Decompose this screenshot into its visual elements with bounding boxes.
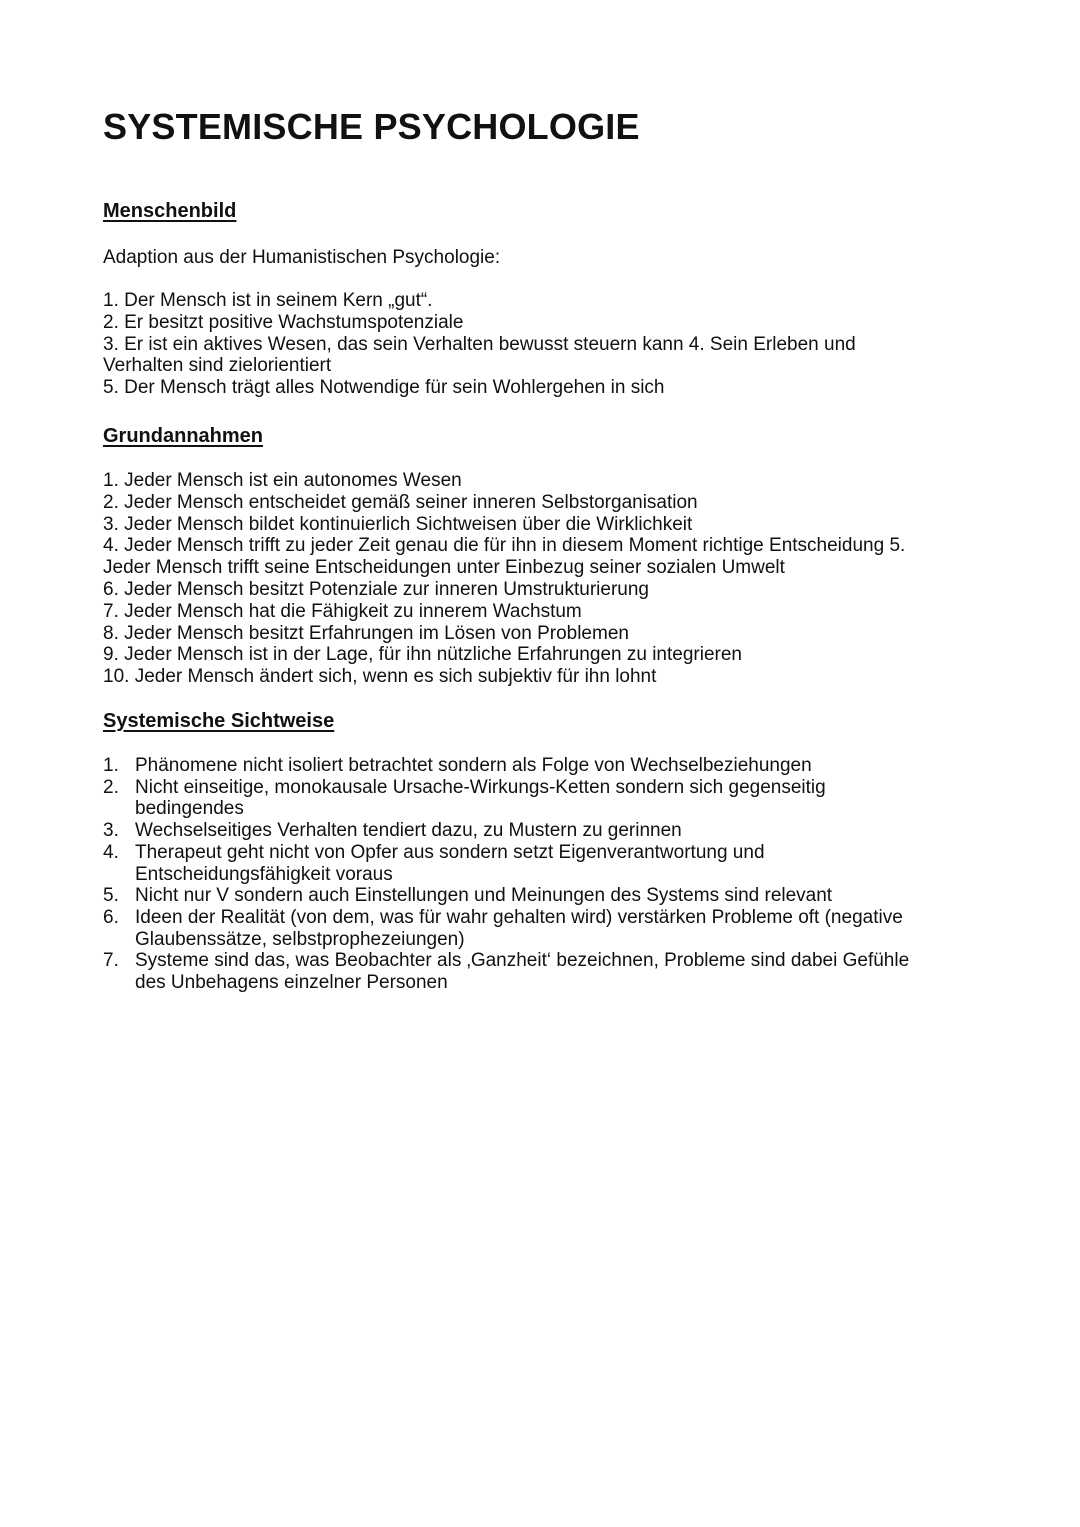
sichtweise-list [103,755,963,994]
list-line: 5. Der Mensch trägt alles Notwendige für sein Wohlergehen in sich [103,377,665,399]
list-line: 8. Jeder Mensch besitzt Erfahrungen im Lösen von Problemen [103,622,629,644]
list-line: 1. Jeder Mensch ist ein autonomes Wesen [103,470,462,491]
section-heading-grundannahmen: Grundannahmen [103,425,264,447]
list-item-line: Wechselseitiges Verhalten tendiert dazu, zu Mustern zu gerinnen [135,820,682,842]
list-item-line: Nicht nur V sondern auch Einstellungen und Meinungen des Systems sind relevant [135,885,833,907]
list-item-text [135,755,963,777]
list-item [103,755,963,777]
section-heading-menschenbild: Menschenbild [103,200,237,222]
list-item-text [135,950,963,993]
list-item-line: Ideen der Realität (von dem, was für wahr gehalten wird) verstärken Probleme oft (negative [135,906,903,928]
list-item-number: 1. [103,755,119,776]
page-title: SYSTEMISCHE PSYCHOLOGIE [103,106,640,147]
list-item [103,842,963,885]
list-item-number: 5. [103,885,119,907]
list-item-text [135,907,963,950]
list-item [103,907,963,950]
list-line: 3. Er ist ein aktives Wesen, das sein Verhalten bewusst steuern kann 4. Sein Erleben und [103,333,856,355]
section-heading-sichtweise: Systemische Sichtweise [103,710,335,732]
list-item-text [135,820,963,842]
list-item-number: 4. [103,841,119,863]
list-line: 7. Jeder Mensch hat die Fähigkeit zu innerem Wachstum [103,600,582,622]
list-item-line: des Unbehagens einzelner Personen [135,972,448,994]
list-item-line: Entscheidungsfähigkeit voraus [135,863,393,885]
list-item [103,950,963,993]
list-line: 1. Der Mensch ist in seinem Kern „gut“. [103,290,433,311]
list-item-line: Glaubenssätze, selbstprophezeiungen) [135,928,465,950]
list-item-line: bedingendes [135,798,244,820]
menschenbild-intro: Adaption aus der Humanistischen Psychologie: [103,247,501,268]
list-item [103,777,963,820]
list-line: 2. Jeder Mensch entscheidet gemäß seiner inneren Selbstorganisation [103,491,698,513]
list-item-line: Therapeut geht nicht von Opfer aus sondern setzt Eigenverantwortung und [135,841,765,863]
list-item-text [135,842,963,885]
list-item-number: 6. [103,906,119,928]
list-item-number: 2. [103,776,119,798]
list-item [103,885,963,907]
list-item-number: 3. [103,820,119,842]
list-item-line: Nicht einseitige, monokausale Ursache-Wirkungs-Ketten sondern sich gegenseitig [135,776,826,798]
list-line: 6. Jeder Mensch besitzt Potenziale zur inneren Umstrukturierung [103,578,649,600]
list-line: Verhalten sind zielorientiert [103,355,332,377]
list-item-line: Phänomene nicht isoliert betrachtet sondern als Folge von Wechselbeziehungen [135,755,812,776]
list-line: 9. Jeder Mensch ist in der Lage, für ihn nützliche Erfahrungen zu integrieren [103,644,742,666]
list-line: 10. Jeder Mensch ändert sich, wenn es sich subjektiv für ihn lohnt [103,666,657,688]
menschenbild-list [103,290,973,399]
list-item-number: 7. [103,950,119,972]
list-line: Jeder Mensch trifft seine Entscheidungen unter Einbezug seiner sozialen Umwelt [103,557,785,579]
list-item-line: Systeme sind das, was Beobachter als ‚Ganzheit‘ bezeichnen, Probleme sind dabei Gefühle [135,950,910,972]
list-item [103,820,963,842]
list-item-text [135,885,963,907]
list-item-text [135,777,963,820]
list-line: 2. Er besitzt positive Wachstumspotenziale [103,311,464,333]
grundannahmen-list [103,470,973,688]
list-line: 4. Jeder Mensch trifft zu jeder Zeit genau die für ihn in diesem Moment richtige Entscheidung 5. [103,535,906,557]
list-line: 3. Jeder Mensch bildet kontinuierlich Sichtweisen über die Wirklichkeit [103,513,693,535]
